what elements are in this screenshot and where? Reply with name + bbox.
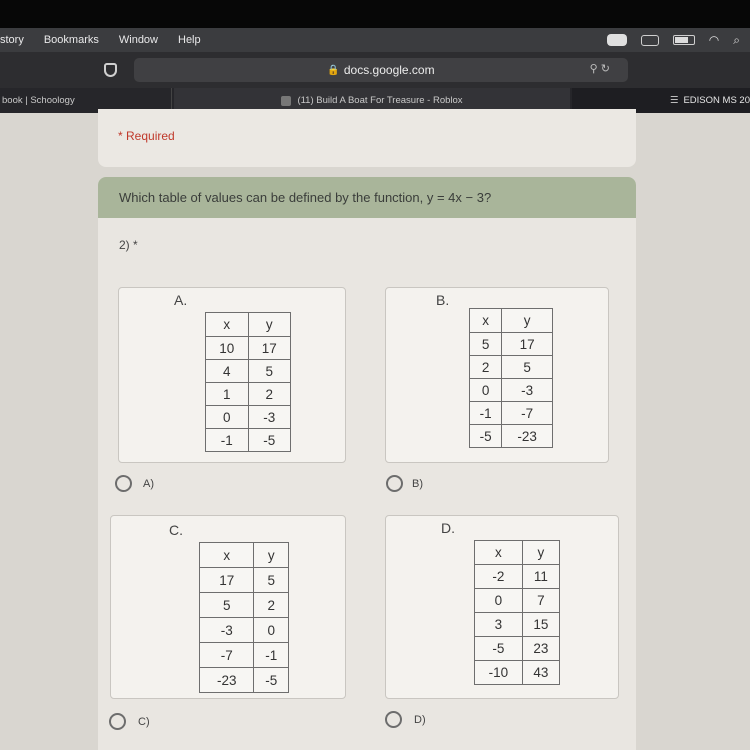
table-cell: -2 xyxy=(475,565,523,589)
table-cell: 17 xyxy=(248,337,291,360)
table-cell: 17 xyxy=(502,333,553,356)
table-header: y xyxy=(248,313,291,337)
option-letter: C. xyxy=(169,522,183,538)
table-header: x xyxy=(470,309,502,333)
menu-window[interactable]: Window xyxy=(118,34,158,46)
option-c-label[interactable]: C) xyxy=(138,716,150,728)
table-cell: 5 xyxy=(248,360,291,383)
lock-icon: 🔒 xyxy=(327,64,340,76)
option-b-image xyxy=(385,287,609,463)
table-cell: 3 xyxy=(475,613,523,637)
table-cell: 1 xyxy=(206,383,249,406)
screen-bezel xyxy=(0,0,750,28)
table-header: y xyxy=(254,543,289,568)
question-number: 2) * xyxy=(119,238,138,252)
table-cell: -1 xyxy=(470,402,502,425)
status-icon[interactable] xyxy=(607,34,627,46)
table-cell: 0 xyxy=(254,618,289,643)
table-cell: 11 xyxy=(522,565,559,589)
option-a-radio[interactable] xyxy=(115,475,132,492)
table-cell: 2 xyxy=(470,356,502,379)
option-d-label[interactable]: D) xyxy=(414,714,426,726)
table-cell: -7 xyxy=(502,402,553,425)
table-header: x xyxy=(206,313,249,337)
values-table xyxy=(469,308,553,448)
values-table xyxy=(205,312,291,452)
option-c-image xyxy=(110,515,346,699)
question-header xyxy=(98,177,636,218)
table-cell: 0 xyxy=(470,379,502,402)
table-cell: 2 xyxy=(248,383,291,406)
table-header: x xyxy=(200,543,254,568)
form-header-card xyxy=(98,109,636,167)
option-letter: B. xyxy=(436,292,450,308)
search-icon[interactable]: ⌕ xyxy=(733,32,740,47)
table-cell: -7 xyxy=(200,643,254,668)
list-icon: ☰ xyxy=(669,95,679,106)
form-page xyxy=(0,113,750,750)
url-text: docs.google.com xyxy=(343,63,435,77)
table-cell: -5 xyxy=(254,668,289,693)
menu-history[interactable]: story xyxy=(0,34,24,46)
table-header: y xyxy=(522,541,559,565)
tab-label: EDISON MS 20 xyxy=(683,95,750,106)
shield-icon[interactable] xyxy=(104,63,117,77)
table-cell: 0 xyxy=(206,406,249,429)
option-d-image xyxy=(385,515,619,699)
table-header: x xyxy=(475,541,523,565)
table-cell: -5 xyxy=(470,425,502,448)
table-cell: 0 xyxy=(475,589,523,613)
table-cell: 2 xyxy=(254,593,289,618)
table-cell: 5 xyxy=(470,333,502,356)
table-cell: -3 xyxy=(200,618,254,643)
table-cell: 10 xyxy=(206,337,249,360)
table-cell: 23 xyxy=(522,637,559,661)
question-card xyxy=(98,177,636,750)
menu-bar xyxy=(0,28,750,52)
table-cell: -23 xyxy=(502,425,553,448)
question-text: Which table of values can be defined by the function, y = 4x − 3? xyxy=(119,190,492,205)
values-table xyxy=(199,542,289,693)
required-note: * Required xyxy=(118,129,175,143)
table-cell: -3 xyxy=(502,379,553,402)
option-a-label[interactable]: A) xyxy=(143,478,154,490)
browser-toolbar xyxy=(0,52,750,88)
table-cell: 5 xyxy=(254,568,289,593)
table-cell: -10 xyxy=(475,661,523,685)
option-letter: A. xyxy=(174,292,188,308)
reload-icon[interactable]: ⚲ ↻ xyxy=(589,63,610,75)
favicon-icon xyxy=(281,96,291,106)
values-table xyxy=(474,540,560,685)
table-cell: 17 xyxy=(200,568,254,593)
table-cell: 5 xyxy=(502,356,553,379)
option-letter: D. xyxy=(441,520,455,536)
table-cell: -1 xyxy=(206,429,249,452)
table-cell: 7 xyxy=(522,589,559,613)
option-a-image xyxy=(118,287,346,463)
option-c-radio[interactable] xyxy=(109,713,126,730)
battery-icon[interactable] xyxy=(673,35,695,45)
display-icon[interactable] xyxy=(641,35,659,46)
option-b-radio[interactable] xyxy=(386,475,403,492)
table-header: y xyxy=(502,309,553,333)
tab-label: book | Schoology xyxy=(2,95,75,106)
menu-help[interactable]: Help xyxy=(178,34,201,46)
menu-bookmarks[interactable]: Bookmarks xyxy=(43,34,99,46)
wifi-icon[interactable]: ◠ xyxy=(708,33,720,47)
table-cell: 4 xyxy=(206,360,249,383)
table-cell: -5 xyxy=(248,429,291,452)
table-cell: 43 xyxy=(522,661,559,685)
option-d-radio[interactable] xyxy=(385,711,402,728)
table-cell: -1 xyxy=(254,643,289,668)
option-b-label[interactable]: B) xyxy=(412,478,423,490)
table-cell: -5 xyxy=(475,637,523,661)
table-cell: -23 xyxy=(200,668,254,693)
tab-label: (11) Build A Boat For Treasure - Roblox xyxy=(297,95,463,106)
address-bar[interactable] xyxy=(134,58,628,82)
table-cell: 5 xyxy=(200,593,254,618)
table-cell: 15 xyxy=(522,613,559,637)
table-cell: -3 xyxy=(248,406,291,429)
